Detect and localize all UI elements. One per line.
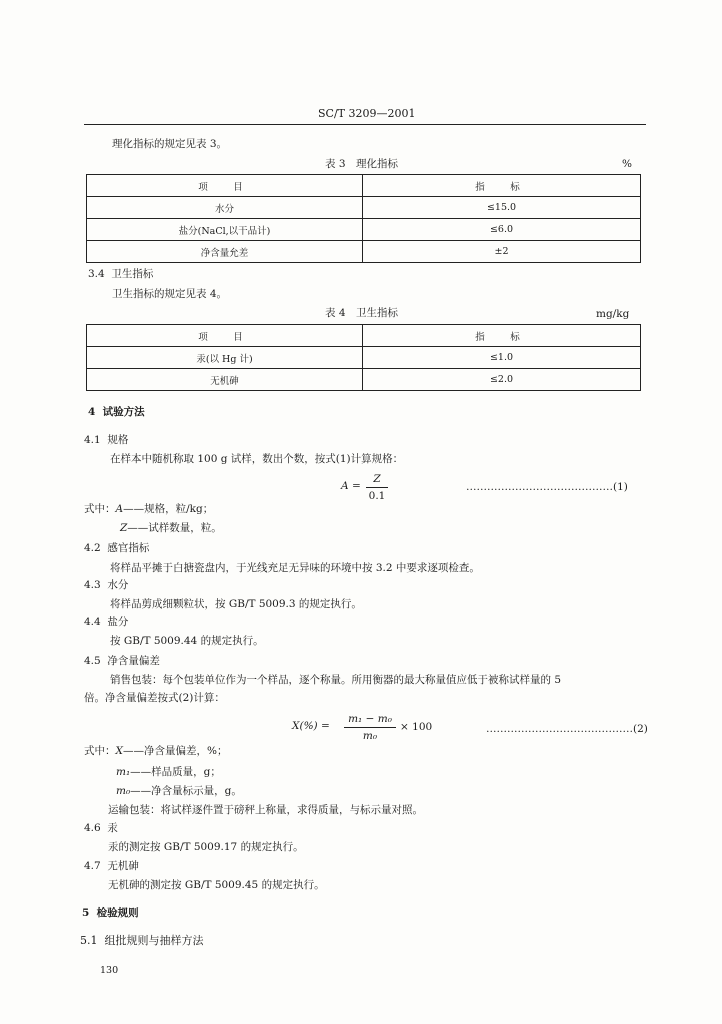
section-number: 4	[88, 406, 96, 418]
table3-header-row	[87, 175, 641, 197]
table4-header-item: 项 目	[87, 325, 363, 347]
table3	[86, 174, 641, 263]
table-row	[87, 219, 641, 241]
section-title: 感官指标	[107, 542, 150, 554]
table-row	[87, 197, 641, 219]
table-row	[87, 241, 641, 263]
table3-header-item: 项 目	[87, 175, 363, 197]
section-number: 4.2	[84, 542, 101, 554]
section-title: 规格	[107, 434, 129, 446]
section-number: 3.4	[88, 268, 105, 280]
section-number: 4.1	[84, 434, 101, 446]
section-3-4-text: 卫生指标的规定见表 4。	[112, 288, 228, 300]
section-4-1-text: 在样本中随机称取 100 g 试样，数出个数，按式(1)计算规格：	[110, 453, 404, 465]
formula1-equals: =	[351, 480, 361, 492]
formula1-fraction	[366, 473, 388, 502]
section-4-heading	[88, 407, 145, 418]
formula1-var-z: Z——试样数量，粒。	[120, 522, 222, 534]
formula1-lhs-var: A	[341, 480, 349, 492]
section-4-5-transport: 运输包装：将试样逐件置于磅秤上称量，求得质量，与标示量对照。	[108, 804, 423, 816]
fraction-bar	[366, 487, 388, 488]
table4-cell-item: 无机砷	[87, 369, 363, 391]
section-title: 试验方法	[102, 406, 145, 418]
table3-header-value: 指 标	[363, 175, 641, 197]
section-number: 4.7	[84, 860, 101, 872]
table4-cell-value: ≤2.0	[363, 369, 641, 391]
section-4-2-heading	[84, 543, 149, 554]
section-4-6-heading	[84, 823, 118, 834]
section-title: 水分	[107, 579, 129, 591]
formula1-numerator: Z	[373, 473, 381, 485]
formula1-lhs	[341, 481, 361, 492]
section-5-heading	[82, 908, 139, 919]
table-row	[87, 369, 641, 391]
intro-3-3: 理化指标的规定见表 3。	[112, 138, 228, 150]
section-title: 组批规则与抽样方法	[104, 934, 204, 947]
section-title: 卫生指标	[111, 268, 154, 280]
section-number: 4.5	[84, 655, 101, 667]
formula2-number: ……………………………………(2)	[486, 723, 648, 735]
formula2-lhs	[292, 721, 330, 732]
formula2-numerator: m₁ − m₀	[348, 713, 392, 725]
section-4-5-line1: 销售包装：每个包装单位作为一个样品，逐个称量。所用衡器的最大称量值应低于被称试样量的 5	[110, 674, 562, 686]
section-title: 净含量偏差	[107, 655, 160, 667]
table3-caption: 表 3 理化指标	[325, 158, 399, 170]
formula2-lhs-var: X(%)	[292, 720, 318, 732]
section-4-2-text: 将样品平摊于白搪瓷盘内，于光线充足无异味的环境中按 3.2 中要求逐项检查。	[110, 562, 480, 574]
header-rule	[84, 124, 646, 125]
section-4-5-heading	[84, 656, 160, 667]
section-4-4-text: 按 GB/T 5009.44 的规定执行。	[110, 635, 264, 647]
table4	[86, 324, 641, 391]
section-4-1-heading	[84, 435, 128, 446]
section-number: 4.4	[84, 616, 101, 628]
table3-cell-value: ≤15.0	[363, 197, 641, 219]
section-4-5-line2: 倍。净含量偏差按式(2)计算：	[84, 692, 225, 704]
section-title: 检验规则	[96, 907, 139, 919]
table4-cell-value: ≤1.0	[363, 347, 641, 369]
table3-cell-item: 净含量允差	[87, 241, 363, 263]
section-4-3-heading	[84, 580, 128, 591]
section-3-4-heading	[88, 269, 153, 280]
formula2-denominator: m₀	[362, 730, 378, 742]
section-number: 5	[82, 907, 90, 919]
section-title: 汞	[107, 822, 118, 834]
table4-cell-item: 汞(以 Hg 计)	[87, 347, 363, 369]
page-number: 130	[100, 965, 119, 976]
table4-unit: mg/kg	[596, 308, 630, 320]
section-4-6-text: 汞的测定按 GB/T 5009.17 的规定执行。	[108, 841, 304, 853]
table3-cell-item: 盐分(NaCl,以干品计)	[87, 219, 363, 241]
formula2-fraction	[344, 713, 396, 742]
section-number: 4.6	[84, 822, 101, 834]
table-row	[87, 347, 641, 369]
section-title: 盐分	[107, 616, 129, 628]
section-4-4-heading	[84, 617, 128, 628]
table3-cell-item: 水分	[87, 197, 363, 219]
table4-header-value: 指 标	[363, 325, 641, 347]
formula1-var-a: 式中：A——规格，粒/kg；	[84, 503, 214, 515]
section-4-3-text: 将样品剪成细颗粒状，按 GB/T 5009.3 的规定执行。	[110, 598, 362, 610]
section-number: 4.3	[84, 579, 101, 591]
formula2-var-m1: m₁——样品质量，g；	[116, 766, 221, 778]
table4-caption: 表 4 卫生指标	[325, 307, 399, 319]
table4-header-row	[87, 325, 641, 347]
formula2-var-x: 式中：X——净含量偏差，%；	[84, 745, 228, 757]
formula2-var-m0: m₀——净含量标示量，g。	[116, 785, 242, 797]
table3-unit: %	[622, 158, 632, 170]
section-4-7-heading	[84, 861, 139, 872]
formula2-tail: × 100	[400, 721, 433, 733]
section-4-7-text: 无机砷的测定按 GB/T 5009.45 的规定执行。	[108, 879, 325, 891]
table3-cell-value: ±2	[363, 241, 641, 263]
formula1-number: ……………………………………(1)	[466, 481, 628, 493]
section-number: 5.1	[80, 934, 98, 947]
section-5-1-heading	[80, 935, 204, 946]
section-title: 无机砷	[107, 860, 139, 872]
formula1-denominator: 0.1	[368, 490, 386, 502]
table3-cell-value: ≤6.0	[363, 219, 641, 241]
fraction-bar	[344, 727, 396, 728]
formula2-equals: =	[321, 720, 330, 732]
standard-code: SC/T 3209—2001	[318, 107, 416, 120]
